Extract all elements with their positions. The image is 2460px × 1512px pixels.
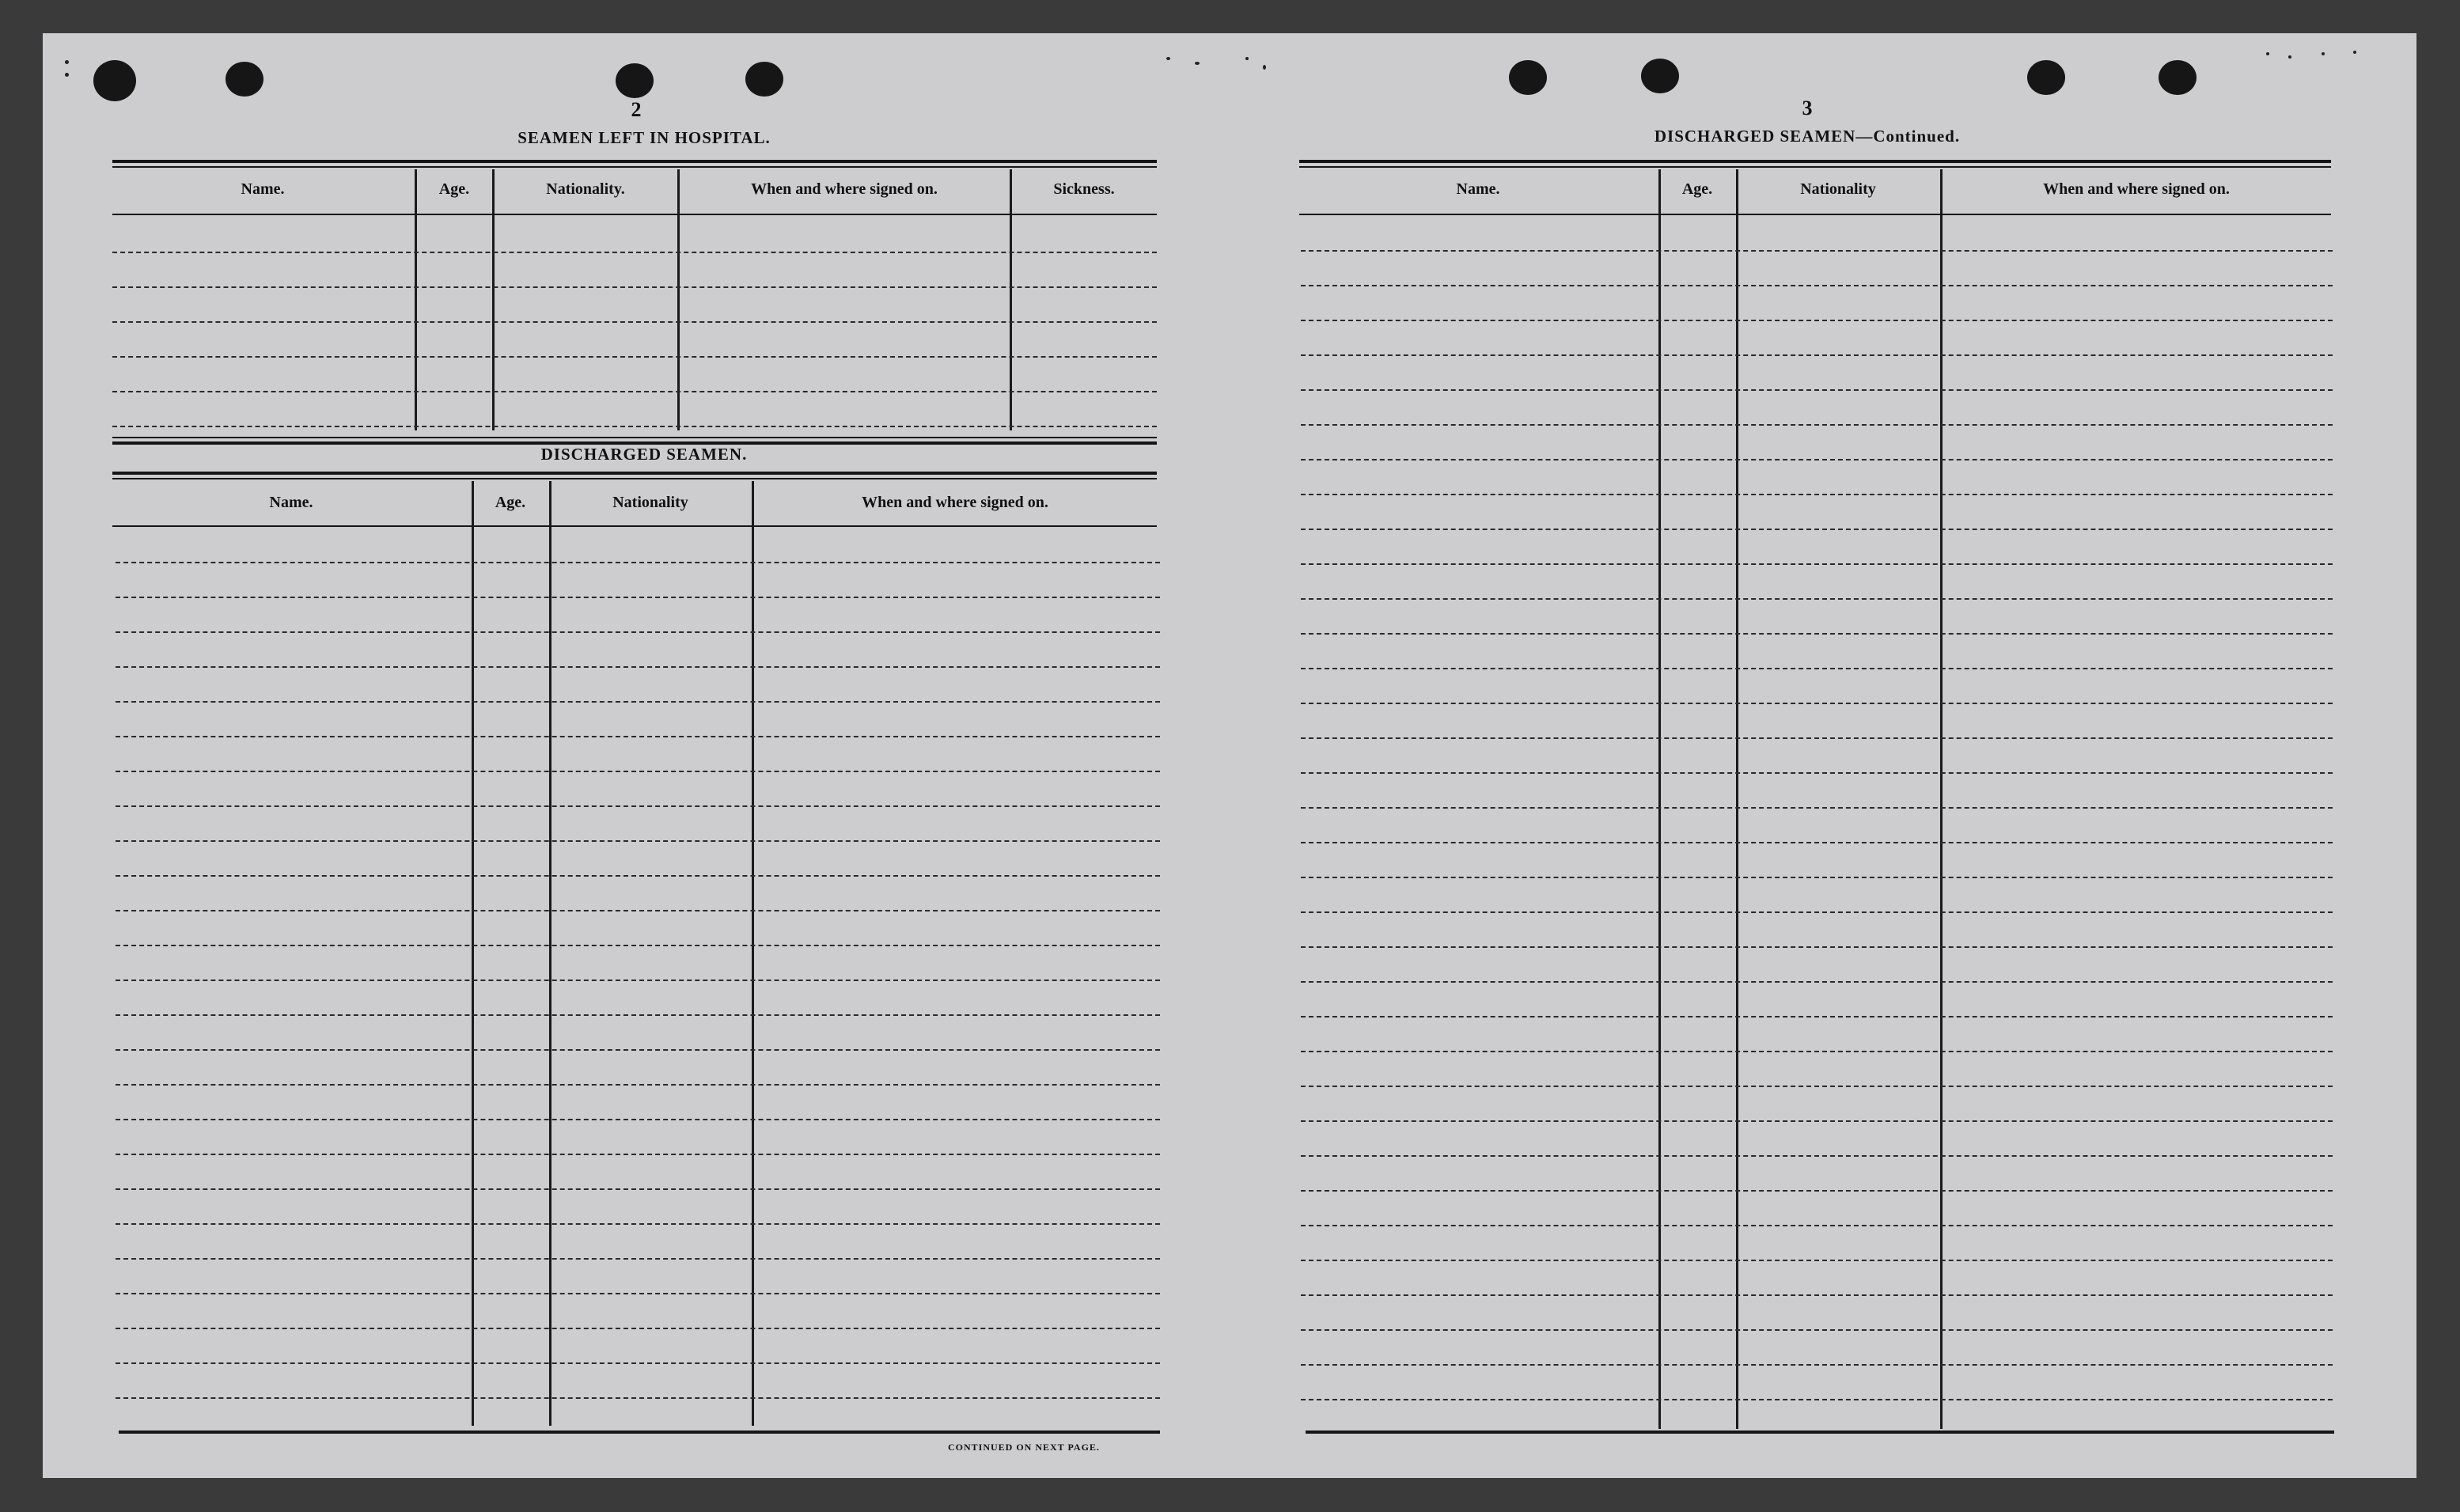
entry-line	[112, 321, 1157, 323]
entry-line	[116, 980, 1160, 981]
speck	[1166, 57, 1170, 60]
entry-line	[116, 910, 1160, 911]
entry-line	[112, 391, 1157, 392]
entry-line	[116, 597, 1160, 598]
entry-line	[1301, 459, 2333, 460]
entry-line	[116, 1188, 1160, 1190]
entry-line	[112, 252, 1157, 253]
entry-line	[116, 1362, 1160, 1364]
entry-line	[116, 1084, 1160, 1086]
entry-line	[1301, 911, 2333, 913]
entry-line	[1301, 529, 2333, 530]
hospital-col-nationality: Nationality.	[546, 180, 625, 198]
punch-hole	[226, 62, 263, 97]
speck	[2353, 51, 2356, 54]
column-divider	[752, 481, 754, 1426]
entry-line	[1301, 1399, 2333, 1400]
entry-line	[1301, 1086, 2333, 1087]
entry-line	[116, 701, 1160, 703]
punch-hole	[1509, 60, 1547, 95]
hospital-col-sickness: Sickness.	[1053, 180, 1115, 198]
discharged-col-signed-on: When and where signed on.	[862, 494, 1048, 511]
entry-line	[116, 1014, 1160, 1016]
entry-line	[1301, 1225, 2333, 1226]
speck	[1263, 65, 1266, 70]
entry-line	[112, 356, 1157, 358]
entry-line	[116, 771, 1160, 772]
entry-line	[1301, 598, 2333, 600]
entry-line	[1301, 1364, 2333, 1366]
entry-line	[116, 1397, 1160, 1399]
entry-line	[1301, 494, 2333, 495]
entry-line	[116, 1223, 1160, 1225]
column-divider	[472, 481, 474, 1426]
speck	[1245, 57, 1249, 60]
entry-line	[1301, 285, 2333, 286]
column-divider	[1940, 169, 1943, 1429]
column-divider	[1736, 169, 1738, 1429]
entry-line	[1301, 1329, 2333, 1331]
entry-line	[1301, 1016, 2333, 1017]
rule	[1306, 1431, 2334, 1434]
hospital-col-signed-on: When and where signed on.	[751, 180, 938, 198]
entry-line	[116, 666, 1160, 668]
discharged-col-name: Name.	[269, 494, 313, 511]
speck	[2288, 55, 2291, 59]
continued-note: CONTINUED ON NEXT PAGE.	[948, 1442, 1100, 1453]
discharged-col-age: Age.	[495, 494, 526, 511]
speck	[65, 60, 69, 64]
discharged-section-title: DISCHARGED SEAMEN.	[540, 445, 748, 464]
column-divider	[549, 481, 552, 1426]
entry-line	[116, 805, 1160, 807]
speck	[2322, 52, 2325, 55]
page-number-right: 3	[1802, 97, 1813, 119]
entry-line	[1301, 354, 2333, 356]
rule	[1299, 214, 2331, 215]
entry-line	[1301, 424, 2333, 426]
entry-line	[1301, 389, 2333, 391]
rule	[112, 472, 1157, 475]
rule	[112, 525, 1157, 527]
entry-line	[116, 840, 1160, 842]
column-divider	[1658, 169, 1661, 1429]
entry-line	[116, 631, 1160, 633]
punch-hole	[93, 60, 136, 101]
entry-line	[1301, 1294, 2333, 1296]
entry-line	[1301, 320, 2333, 321]
right-col-signed-on: When and where signed on.	[2043, 180, 2230, 198]
rule	[119, 1431, 1160, 1434]
punch-hole	[616, 63, 654, 98]
right-col-age: Age.	[1681, 180, 1713, 198]
right-col-nationality: Nationality	[1800, 180, 1876, 198]
entry-line	[1301, 1051, 2333, 1052]
entry-line	[1301, 1190, 2333, 1192]
entry-line	[1301, 737, 2333, 739]
entry-line	[116, 562, 1160, 563]
rule	[112, 478, 1157, 479]
right-col-name: Name.	[1456, 180, 1500, 198]
hospital-col-age: Age.	[438, 180, 470, 198]
punch-hole	[2027, 60, 2065, 95]
entry-line	[1301, 1260, 2333, 1261]
entry-line	[1301, 250, 2333, 252]
entry-line	[1301, 877, 2333, 878]
entry-line	[116, 945, 1160, 946]
discharged-continued-title: DISCHARGED SEAMEN—Continued.	[1654, 127, 1961, 146]
hospital-col-name: Name.	[241, 180, 285, 198]
entry-line	[116, 736, 1160, 737]
entry-line	[1301, 633, 2333, 635]
entry-line	[116, 875, 1160, 877]
entry-line	[1301, 703, 2333, 704]
entry-line	[1301, 668, 2333, 669]
rule	[112, 160, 1157, 163]
entry-line	[1301, 946, 2333, 948]
entry-line	[112, 426, 1157, 427]
speck	[2266, 52, 2269, 55]
hospital-section-title: SEAMEN LEFT IN HOSPITAL.	[517, 128, 771, 147]
entry-line	[1301, 1120, 2333, 1122]
rule	[112, 166, 1157, 168]
entry-line	[1301, 807, 2333, 809]
discharged-col-nationality: Nationality	[612, 494, 688, 511]
entry-line	[116, 1119, 1160, 1120]
entry-line	[116, 1258, 1160, 1260]
entry-line	[1301, 772, 2333, 774]
entry-line	[1301, 981, 2333, 983]
entry-line	[1301, 842, 2333, 843]
entry-line	[116, 1049, 1160, 1051]
entry-line	[1301, 563, 2333, 565]
entry-line	[116, 1293, 1160, 1294]
page-number-left: 2	[631, 98, 642, 121]
rule	[1299, 160, 2331, 163]
ledger-sheet	[43, 33, 2416, 1478]
entry-line	[112, 286, 1157, 288]
entry-line	[116, 1154, 1160, 1155]
entry-line	[116, 1328, 1160, 1329]
speck	[65, 73, 69, 77]
rule	[112, 437, 1157, 438]
punch-hole	[745, 62, 783, 97]
rule	[112, 214, 1157, 215]
entry-line	[1301, 1155, 2333, 1157]
punch-hole	[1641, 59, 1679, 93]
rule	[1299, 166, 2331, 168]
speck	[1195, 62, 1200, 65]
punch-hole	[2159, 60, 2197, 95]
